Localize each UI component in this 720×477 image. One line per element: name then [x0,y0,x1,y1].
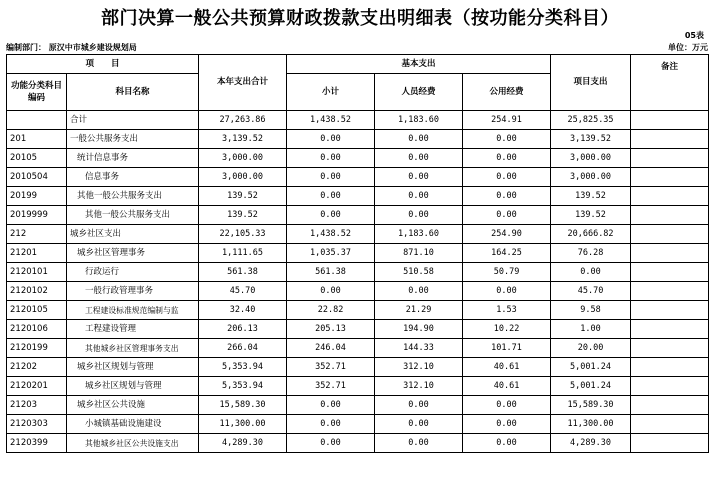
row-project: 4,289.30 [551,434,631,453]
row-code: 2120201 [7,377,67,396]
row-name: 其他城乡社区公共设施支出 [67,434,199,453]
row-remark [631,377,709,396]
table-row [7,244,709,263]
row-name: 城乡社区管理事务 [67,244,199,263]
header-personnel: 人员经费 [375,74,463,111]
row-total: 206.13 [199,320,287,339]
row-project: 20,666.82 [551,225,631,244]
row-personnel: 312.10 [375,358,463,377]
row-name: 城乡社区支出 [67,225,199,244]
row-total: 139.52 [199,187,287,206]
row-personnel: 1,183.60 [375,225,463,244]
row-code: 21202 [7,358,67,377]
table-row [7,377,709,396]
row-subtotal: 0.00 [287,206,375,225]
row-subtotal: 0.00 [287,415,375,434]
row-code: 2120101 [7,263,67,282]
row-code: 21201 [7,244,67,263]
row-project: 139.52 [551,187,631,206]
row-name: 工程建设标准规范编制与监 [67,301,199,320]
header-subtotal: 小计 [287,74,375,111]
table-row [7,396,709,415]
row-total: 45.70 [199,282,287,301]
row-personnel: 510.58 [375,263,463,282]
row-total: 32.40 [199,301,287,320]
row-personnel: 194.90 [375,320,463,339]
row-personnel: 0.00 [375,415,463,434]
row-public: 0.00 [463,282,551,301]
row-personnel: 0.00 [375,168,463,187]
row-total: 5,353.94 [199,358,287,377]
header-public: 公用经费 [463,74,551,111]
row-subtotal: 1,438.52 [287,111,375,130]
table-row [7,282,709,301]
row-personnel: 0.00 [375,396,463,415]
row-total: 11,300.00 [199,415,287,434]
row-remark [631,339,709,358]
row-public: 40.61 [463,358,551,377]
row-personnel: 871.10 [375,244,463,263]
table-row [7,263,709,282]
row-name: 工程建设管理 [67,320,199,339]
row-public: 0.00 [463,206,551,225]
table-row [7,301,709,320]
header-item-group: 项 目 [7,55,199,74]
row-name: 行政运行 [67,263,199,282]
row-personnel: 0.00 [375,130,463,149]
row-total: 5,353.94 [199,377,287,396]
row-subtotal: 0.00 [287,434,375,453]
row-remark [631,130,709,149]
row-remark [631,244,709,263]
row-project: 3,000.00 [551,168,631,187]
row-public: 254.90 [463,225,551,244]
row-subtotal: 0.00 [287,187,375,206]
row-subtotal: 22.82 [287,301,375,320]
header-name: 科目名称 [67,74,199,111]
row-subtotal: 561.38 [287,263,375,282]
row-subtotal: 352.71 [287,377,375,396]
row-public: 10.22 [463,320,551,339]
row-personnel: 144.33 [375,339,463,358]
row-remark [631,434,709,453]
row-total: 266.04 [199,339,287,358]
row-project: 76.28 [551,244,631,263]
row-total: 3,000.00 [199,168,287,187]
row-code: 2120106 [7,320,67,339]
row-personnel: 0.00 [375,149,463,168]
row-total: 27,263.86 [199,111,287,130]
row-code: 21203 [7,396,67,415]
row-public: 164.25 [463,244,551,263]
row-project: 3,139.52 [551,130,631,149]
row-public: 0.00 [463,149,551,168]
row-name: 城乡社区规划与管理 [67,358,199,377]
row-subtotal: 0.00 [287,282,375,301]
row-total: 3,139.52 [199,130,287,149]
row-name: 其他城乡社区管理事务支出 [67,339,199,358]
row-public: 0.00 [463,415,551,434]
row-subtotal: 352.71 [287,358,375,377]
row-public: 0.00 [463,187,551,206]
row-public: 1.53 [463,301,551,320]
header-remark: 备注 [631,55,709,111]
table-row [7,320,709,339]
row-code: 20105 [7,149,67,168]
currency-unit: 单位：万元 [668,43,708,52]
row-public: 0.00 [463,434,551,453]
expenditure-table [6,54,709,453]
row-code: 2120199 [7,339,67,358]
table-row [7,187,709,206]
table-row [7,358,709,377]
row-name: 信息事务 [67,168,199,187]
row-project: 9.58 [551,301,631,320]
row-remark [631,320,709,339]
header-total: 本年支出合计 [199,55,287,111]
table-row [7,225,709,244]
row-code: 2120399 [7,434,67,453]
row-code: 2120102 [7,282,67,301]
header-code: 功能分类科目编码 [7,74,67,111]
row-name: 一般行政管理事务 [67,282,199,301]
row-code: 2120303 [7,415,67,434]
table-row [7,168,709,187]
row-public: 50.79 [463,263,551,282]
row-subtotal: 246.04 [287,339,375,358]
row-remark [631,187,709,206]
row-remark [631,396,709,415]
row-code: 2010504 [7,168,67,187]
table-row [7,415,709,434]
row-total: 139.52 [199,206,287,225]
header-project: 项目支出 [551,55,631,111]
row-code [7,111,67,130]
row-subtotal: 1,035.37 [287,244,375,263]
table-row [7,149,709,168]
row-project: 5,001.24 [551,358,631,377]
row-subtotal: 205.13 [287,320,375,339]
row-remark [631,225,709,244]
row-remark [631,301,709,320]
row-code: 2019999 [7,206,67,225]
row-project: 139.52 [551,206,631,225]
row-project: 11,300.00 [551,415,631,434]
row-name: 统计信息事务 [67,149,199,168]
row-project: 15,589.30 [551,396,631,415]
row-remark [631,206,709,225]
row-total: 4,289.30 [199,434,287,453]
row-personnel: 0.00 [375,282,463,301]
row-remark [631,415,709,434]
row-subtotal: 1,438.52 [287,225,375,244]
row-personnel: 0.00 [375,206,463,225]
row-public: 40.61 [463,377,551,396]
table-row [7,206,709,225]
row-remark [631,168,709,187]
row-name: 城乡社区公共设施 [67,396,199,415]
row-project: 20.00 [551,339,631,358]
row-total: 3,000.00 [199,149,287,168]
table-code: 05表 [684,31,704,40]
row-subtotal: 0.00 [287,149,375,168]
table-row [7,111,709,130]
row-project: 1.00 [551,320,631,339]
header-basic-group: 基本支出 [287,55,551,74]
document-title: 部门决算一般公共预算财政拨款支出明细表（按功能分类科目） [101,8,619,29]
row-code: 2120105 [7,301,67,320]
row-total: 15,589.30 [199,396,287,415]
row-personnel: 312.10 [375,377,463,396]
row-name: 小城镇基础设施建设 [67,415,199,434]
table-row [7,339,709,358]
row-remark [631,358,709,377]
row-name: 合计 [67,111,199,130]
row-public: 0.00 [463,130,551,149]
row-project: 3,000.00 [551,149,631,168]
row-project: 0.00 [551,263,631,282]
row-personnel: 0.00 [375,187,463,206]
row-subtotal: 0.00 [287,168,375,187]
row-remark [631,282,709,301]
row-public: 0.00 [463,168,551,187]
row-public: 254.91 [463,111,551,130]
row-code: 201 [7,130,67,149]
row-project: 5,001.24 [551,377,631,396]
row-personnel: 0.00 [375,434,463,453]
row-total: 22,105.33 [199,225,287,244]
row-total: 1,111.65 [199,244,287,263]
row-name: 其他一般公共服务支出 [67,206,199,225]
row-name: 城乡社区规划与管理 [67,377,199,396]
row-total: 561.38 [199,263,287,282]
row-personnel: 1,183.60 [375,111,463,130]
row-subtotal: 0.00 [287,396,375,415]
row-remark [631,149,709,168]
row-project: 25,825.35 [551,111,631,130]
row-subtotal: 0.00 [287,130,375,149]
table-row [7,434,709,453]
row-name: 其他一般公共服务支出 [67,187,199,206]
row-public: 101.71 [463,339,551,358]
row-public: 0.00 [463,396,551,415]
row-code: 212 [7,225,67,244]
row-remark [631,111,709,130]
row-remark [631,263,709,282]
row-name: 一般公共服务支出 [67,130,199,149]
row-code: 20199 [7,187,67,206]
table-row [7,130,709,149]
row-project: 45.70 [551,282,631,301]
row-personnel: 21.29 [375,301,463,320]
compiling-unit: 编制部门： 原汉中市城乡建设规划局 [6,43,137,52]
